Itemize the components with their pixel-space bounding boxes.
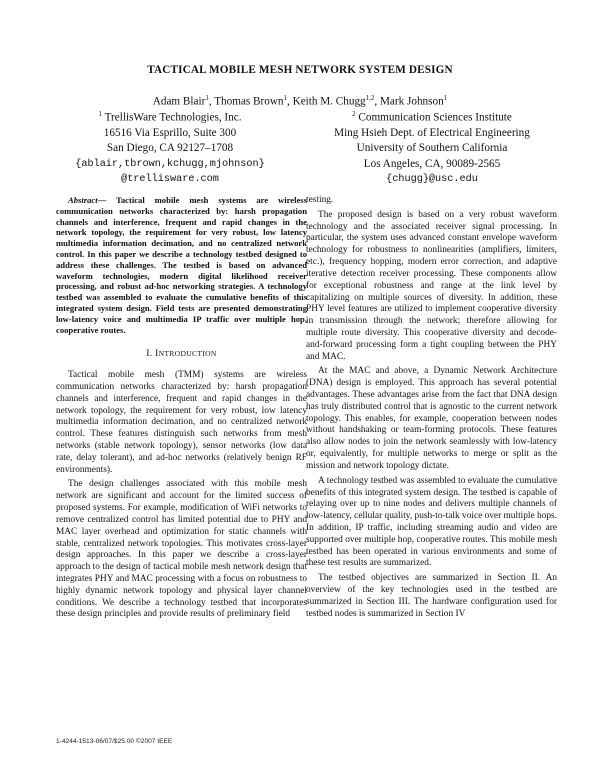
affiliation-address: Los Angeles, CA, 90089-2565 xyxy=(363,157,501,170)
affiliation-sup: 1 xyxy=(98,110,102,118)
body-paragraph-continued: testing. xyxy=(306,195,334,205)
column-left xyxy=(56,195,307,621)
paper-title: TACTICAL MOBILE MESH NETWORK SYSTEM DESIGN xyxy=(147,64,453,76)
author-name: Mark Johnson xyxy=(379,95,444,108)
column-right xyxy=(306,195,557,620)
affiliation-email: {ablair,tbrown,kchugg,mjohnson} xyxy=(75,158,265,170)
section-title-initial: I xyxy=(155,349,159,360)
affiliation-sup: 2 xyxy=(352,110,356,118)
abstract-lead: Abstract xyxy=(68,195,98,205)
affiliation-university: University of Southern California xyxy=(356,142,508,155)
affiliation-usc xyxy=(304,107,560,187)
abstract-text: Tactical mobile mesh systems are wireless communication networks characterized by: harsh propagation channels and interference, frequent and rapid changes in the network topology, the requirement for very robust, low latency multimedia information decimation, and no centralized network control. In this paper we describe a technology testbed designed to address these challenges. The testbed is based on advanced waveform technologies, modern digital likelihood receiver processing, and robust ad-hoc networking strategies. A technology testbed was assembled to evaluate the cumulative benefits of this integrated system design. Field tests are presented demonstrating low-latency voice and multimedia IP traffic over multiple hop, cooperative routes. xyxy=(56,195,307,335)
body-paragraph: A technology testbed was assembled to evaluate the cumulative benefits of this integrated system design. The testbed is capable of relaying over up to nine nodes and delivers multiple channels of low-latency, cellular quality, push-to-talk voice over multiple hops. In addition, IP traffic, including streaming audio and video are supported over multiple hop, cooperative routes. This mobile mesh testbed has been operated in various environments and some of these test results are summarized. xyxy=(306,475,557,569)
author-name: Thomas Brown xyxy=(214,95,284,108)
body-paragraph: The proposed design is based on a very robust waveform technology and the associated receiver signal processing. In particular, the system uses advanced constant envelope waveform technology for robustness to nonlinearities (amplifiers, limiters, etc.), frequency hopping, modern error correction, and adaptive iterative detection receiver processing. These components allow for exceptional robustness and range at the link level by capitalizing on multiple sources of diversity. In addition, these PHY level features are utilized to implement cooperative diversity in transmission through the network; therefore allowing for multiple route diversity. This cooperative diversity and decode-and-forward processing form a tight coupling between the PHY and MAC. xyxy=(306,209,557,362)
section-heading-introduction xyxy=(56,348,307,361)
body-paragraph: The design challenges associated with this mobile mesh network are significant and account for the limited success of proposed systems. For example, modification of WiFi networks to remove centralized control has limited potential due to PHY and MAC layer overhead and optimization for static channels with stable, centralized network topologies. This motivates cross-layer design approaches. In this paper we describe a cross-layer approach to the design of tactical mobile mesh network design that integrates PHY and MAC processing with a focus on robustness to highly dynamic network topology and physical layer channel conditions. We describe a technology testbed that incorporates these design principles and provide results of preliminary field xyxy=(56,479,307,620)
affiliation-address: 16516 Via Esprillo, Suite 300 xyxy=(103,127,237,140)
affiliation-dept: Ming Hsieh Dept. of Electrical Engineering xyxy=(334,127,530,140)
body-paragraph: The testbed objectives are summarized in Section II. An overview of the key technologies used in the testbed are summarized in Section III. The hardware configuration used for testbed nodes is summarized in Section IV xyxy=(306,573,557,619)
affiliation-org: Communication Sciences Institute xyxy=(358,111,512,124)
section-number: I. xyxy=(146,349,153,360)
body-paragraph: Tactical mobile mesh (TMM) systems are wireless communication networks characterized by: harsh propagation channels and interference, frequent and rapid changes in the network topology, the requirement for very robust, low latency multimedia information decimation, and no centralized network control. These features distinguish such networks from mesh networks (stable network topology), sensor networks (low data rate, delay tolerant), and ad-hoc networks (relatively benign RF environments). xyxy=(56,370,307,475)
section-title-rest: NTRODUCTION xyxy=(158,349,217,359)
body-paragraph: At the MAC and above, a Dynamic Network Architecture (DNA) design is employed. This approach has several potential advantages. These advantages arise from the fact that DNA design has truly distributed control that is agnostic to the current network topology. This enables, for example, cooperation between nodes without handshaking or team-forming protocols. These features also allow nodes to join the network seamlessly with low-latency or, equivalently, for multiple networks to merge or split as the mission and network topology dictate. xyxy=(306,366,557,471)
affiliation-address: San Diego, CA 92127–1708 xyxy=(106,142,234,155)
affiliation-org: TrellisWare Technologies, Inc. xyxy=(104,111,242,124)
author-sup: 1,2 xyxy=(365,94,375,102)
abstract: Abstract— Tactical mobile mesh systems are wireless communication networks characterized by: harsh propagation channels and interference, frequent and rapid changes in the network topology, the requirement for very robust, low latency multimedia information decimation, and no centralized network control. In this paper we describe a technology testbed designed to address these challenges. The testbed is based on advanced waveform technologies, modern digital likelihood receiver processing, and robust ad-hoc networking strategies. A technology testbed was assembled to evaluate the cumulative benefits of this integrated system design. Field tests are presented demonstrating low-latency voice and multimedia IP traffic over multiple hop, cooperative routes. xyxy=(56,195,307,335)
author-sup: 1 xyxy=(443,94,448,102)
author-sup: 1 xyxy=(283,94,288,102)
author-name: Adam Blair xyxy=(152,95,206,108)
copyright-footer: 1-4244-1513-06/07/$25.00 ©2007 IEEE xyxy=(56,738,173,745)
affiliation-trellisware xyxy=(42,107,298,187)
author-list: Adam Blair$^1$, Thomas Brown$^1$, Keith M. Chugg$^{1,2}$, Mark Johnson$^1$ xyxy=(152,94,448,108)
affiliation-email: {chugg}@usc.edu xyxy=(386,173,478,185)
author-sup: 1 xyxy=(205,94,209,102)
affiliation-email-domain: @trellisware.com xyxy=(121,173,219,185)
author-name: Keith M. Chugg xyxy=(292,95,366,108)
